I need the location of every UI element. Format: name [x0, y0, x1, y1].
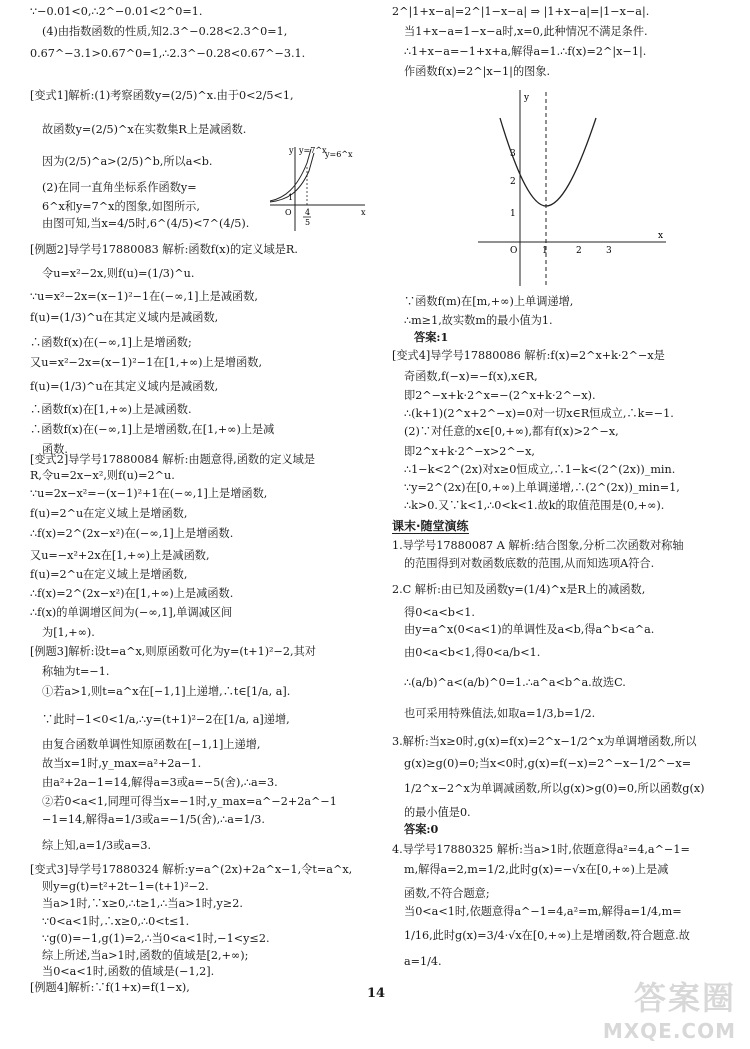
text-line: −1=14,解得a=1/3或a=−1/5(舍),∴a=1/3. [42, 813, 265, 826]
text-line: [例题3]解析:设t=a^x,则原函数可化为y=(t+1)²−2,其对 [30, 645, 316, 658]
text-line: 函数,不符合题意; [404, 887, 490, 900]
text-line: ①若a>1,则t=a^x在[−1,1]上递增,∴t∈[1/a, a]. [42, 685, 291, 698]
y-tick-3: 3 [510, 149, 516, 159]
text-line: ∴函数f(x)在(−∞,1]上是增函数; [30, 336, 192, 349]
text-line: ∴f(x)=2^(2x−x²)在[1,+∞)上是减函数. [30, 587, 234, 600]
text-line: 2.C 解析:由已知及函数y=(1/4)^x是R上的减函数, [392, 583, 646, 596]
text-line: 故函数y=(2/5)^x在实数集R上是减函数. [42, 123, 247, 136]
exponential-graph [265, 143, 370, 233]
section-header [392, 520, 722, 534]
label-x: x [361, 208, 366, 217]
text-line: 函数. [42, 443, 68, 456]
text-line: 1.导学号17880087 A 解析:结合图象,分析二次函数对称轴 [392, 539, 684, 552]
label-y: y [289, 146, 294, 155]
label-7x: y=7^x [299, 146, 327, 155]
text-line: (4)由指数函数的性质,知2.3^−0.28<2.3^0=1, [42, 25, 288, 38]
text-line: [例题2]导学号17880083 解析:函数f(x)的定义域是R. [30, 243, 298, 256]
text-line: 得0<a<b<1. [404, 606, 475, 619]
y-tick-2: 2 [510, 177, 516, 187]
text-line: ∴函数f(x)在[1,+∞)上是减函数. [30, 403, 192, 416]
text-line: 因为(2/5)^a>(2/5)^b,所以a<b. [42, 155, 213, 168]
text-line: 由复合函数单调性知原函数在[−1,1]上递增, [42, 738, 261, 751]
text-line: 当0<a<1时,依题意得a^−1=4,a²=m,解得a=1/4,m= [404, 905, 682, 918]
text-line: 奇函数,f(−x)=−f(x),x∈R, [404, 370, 538, 383]
text-line: ②若0<a<1,同理可得当x=−1时,y_max=a^−2+2a^−1 [42, 795, 337, 808]
text-line: ∴函数f(x)在(−∞,1]上是增函数,在[1,+∞)上是减 [30, 423, 275, 436]
text-line: 1/2^x−2^x为单调减函数,所以g(x)>g(0)=0,所以函数g(x) [404, 782, 705, 795]
text-line: f(u)=(1/3)^u在其定义域内是减函数, [30, 380, 219, 393]
text-line: m,解得a=2,m=1/2,此时g(x)=−√x在[0,+∞)上是减 [404, 863, 669, 876]
text-line: f(u)=2^u在定义域上是增函数, [30, 568, 188, 581]
text-line: 6^x和y=7^x的图象,如图所示, [42, 200, 200, 213]
text-line: 的范围得到对数函数底数的范围,从而知选项A符合. [404, 557, 655, 570]
text-line: 作函数f(x)=2^|x−1|的图象. [404, 65, 551, 78]
text-line: f(u)=(1/3)^u在其定义域内是减函数, [30, 311, 219, 324]
text-line: 4.导学号17880325 解析:当a>1时,依题意得a²=4,a^−1= [392, 843, 690, 856]
section-title: 课末·随堂演练 [392, 519, 469, 533]
text-line: ∵g(0)=−1,g(1)=2,∴当0<a<1时,−1<y≤2. [42, 932, 270, 945]
label-origin: O [285, 208, 292, 217]
text-line: 由y=a^x(0<a<1)的单调性及a<b,得a^b<a^a. [404, 623, 655, 636]
text-line: (2)在同一直角坐标系作函数y= [42, 181, 197, 194]
text-line: ∴m≥1,故实数m的最小值为1. [404, 314, 553, 327]
text-line: f(u)=2^u在定义域上是增函数, [30, 507, 188, 520]
x-tick-1: 1 [542, 246, 548, 256]
text-line: 则y=g(t)=t²+2t−1=(t+1)²−2. [42, 880, 209, 893]
text-line: ∵y=2^(2x)在[0,+∞)上单调递增,∴(2^(2x))_min=1, [404, 481, 680, 494]
watermark-line2: MXQE.COM [602, 1019, 736, 1043]
text-line: (2)∵对任意的x∈[0,+∞),都有f(x)>2^−x, [404, 425, 619, 438]
text-line: 0.67^−3.1>0.67^0=1,∴2.3^−0.28<0.67^−3.1. [30, 47, 306, 60]
label-origin: O [510, 246, 518, 256]
text-line: 称轴为t=−1. [42, 665, 110, 678]
text-line: 又u=x²−2x=(x−1)²−1在[1,+∞)上是增函数, [30, 356, 263, 369]
text-line: ∵u=2x−x²=−(x−1)²+1在(−∞,1]上是增函数, [30, 487, 268, 500]
y-tick-1: 1 [510, 209, 516, 219]
text-line: [例题4]解析:∵f(1+x)=f(1−x), [30, 981, 190, 994]
tick-1: 1 [288, 193, 294, 202]
text-line: 由0<a<b<1,得0<a/b<1. [404, 646, 541, 659]
text-line: 为[1,+∞). [42, 626, 95, 639]
text-line: 即2^−x+k·2^x=−(2^x+k·2^−x). [404, 389, 596, 402]
text-line: R,令u=2x−x²,则f(u)=2^u. [30, 469, 175, 482]
text-line: [变式2]导学号17880084 解析:由题意得,函数的定义域是 [30, 453, 316, 466]
text-line: 综上所述,当a>1时,函数的值域是[2,+∞); [42, 949, 249, 962]
watermark [603, 973, 736, 1043]
text-line: ∴1−k<2^(2x)对x≥0恒成立,∴1−k<(2^(2x))_min. [404, 463, 676, 476]
tick-frac-den: 5 [305, 218, 311, 227]
text-line: 又u=−x²+2x在[1,+∞)上是减函数, [30, 549, 210, 562]
text-line: 综上知,a=1/3或a=3. [42, 839, 152, 852]
curve-2-abs [500, 118, 596, 206]
text-line: ∴f(x)的单调增区间为(−∞,1],单调减区间 [30, 606, 233, 619]
text-line: ∴1+x−a=−1+x+a,解得a=1.∴f(x)=2^|x−1|. [404, 45, 647, 58]
text-line: ∴(k+1)(2^x+2^−x)=0对一切x∈R恒成立,∴k=−1. [404, 407, 674, 420]
text-line: 由图可知,当x=4/5时,6^(4/5)<7^(4/5). [42, 217, 250, 230]
text-line: ∵此时−1<0<1/a,∴y=(t+1)²−2在[1/a, a]递增, [42, 713, 290, 726]
tick-frac-num: 4 [305, 208, 311, 217]
text-line: 的最小值是0. [404, 806, 471, 819]
label-6x: y=6^x [325, 150, 353, 159]
text-line: ∵u=x²−2x=(x−1)²−1在(−∞,1]上是减函数, [30, 290, 258, 303]
text-line: ∴k>0.又∵k<1,∴0<k<1.故k的取值范围是(0,+∞). [404, 499, 665, 512]
text-line: 即2^x+k·2^−x>2^−x, [404, 445, 535, 458]
text-line: ∴(a/b)^a<(a/b)^0=1.∴a^a<b^a.故选C. [404, 676, 626, 689]
text-line: [变式4]导学号17880086 解析:f(x)=2^x+k·2^−x是 [392, 349, 665, 362]
text-line: ∴f(x)=2^(2x−x²)在(−∞,1]上是增函数. [30, 527, 234, 540]
text-line: 当1+x−a=1−x−a时,x=0,此种情况不满足条件. [404, 25, 648, 38]
abs-exp-graph [478, 88, 668, 288]
text-line: 当0<a<1时,函数的值域是(−1,2]. [42, 965, 215, 978]
label-y: y [524, 93, 530, 103]
text-line: 也可采用特殊值法,如取a=1/3,b=1/2. [404, 707, 596, 720]
text-line: 由a²+2a−1=14,解得a=3或a=−5(舍),∴a=3. [42, 776, 278, 789]
text-line: ∵0<a<1时,∴x≥0,∴0<t≤1. [42, 915, 190, 928]
watermark-line1: 答案圈 [633, 979, 736, 1017]
text-line: [变式3]导学号17880324 解析:y=a^(2x)+2a^x−1,令t=a^x, [30, 863, 353, 876]
text-line: a=1/4. [404, 955, 442, 968]
x-tick-2: 2 [576, 246, 582, 256]
page-number: 14 [367, 986, 386, 1001]
text-line: [变式1]解析:(1)考察函数y=(2/5)^x.由于0<2/5<1, [30, 89, 294, 102]
text-line: ∵−0.01<0,∴2^−0.01<2^0=1. [30, 5, 203, 18]
text-line: 3.解析:当x≥0时,g(x)=f(x)=2^x−1/2^x为单调增函数,所以 [392, 735, 697, 748]
text-line: 2^|1+x−a|=2^|1−x−a| ⇒ |1+x−a|=|1−x−a|. [392, 5, 650, 18]
text-line: 答案:0 [404, 822, 439, 836]
label-x: x [658, 231, 664, 241]
text-line: 当a>1时,∵x≥0,∴t≥1,∴当a>1时,y≥2. [42, 897, 243, 910]
x-tick-3: 3 [606, 246, 612, 256]
text-line: ∵函数f(m)在[m,+∞)上单调递增, [404, 295, 574, 308]
text-line: g(x)≥g(0)=0;当x<0时,g(x)=f(−x)=2^−x−1/2^−x= [404, 757, 692, 770]
text-line: 1/16,此时g(x)=3/4·√x在[0,+∞)上是增函数,符合题意.故 [404, 929, 690, 942]
text-line: 令u=x²−2x,则f(u)=(1/3)^u. [42, 267, 195, 280]
text-line: 故当x=1时,y_max=a²+2a−1. [42, 757, 202, 770]
text-line: 答案:1 [414, 330, 449, 344]
